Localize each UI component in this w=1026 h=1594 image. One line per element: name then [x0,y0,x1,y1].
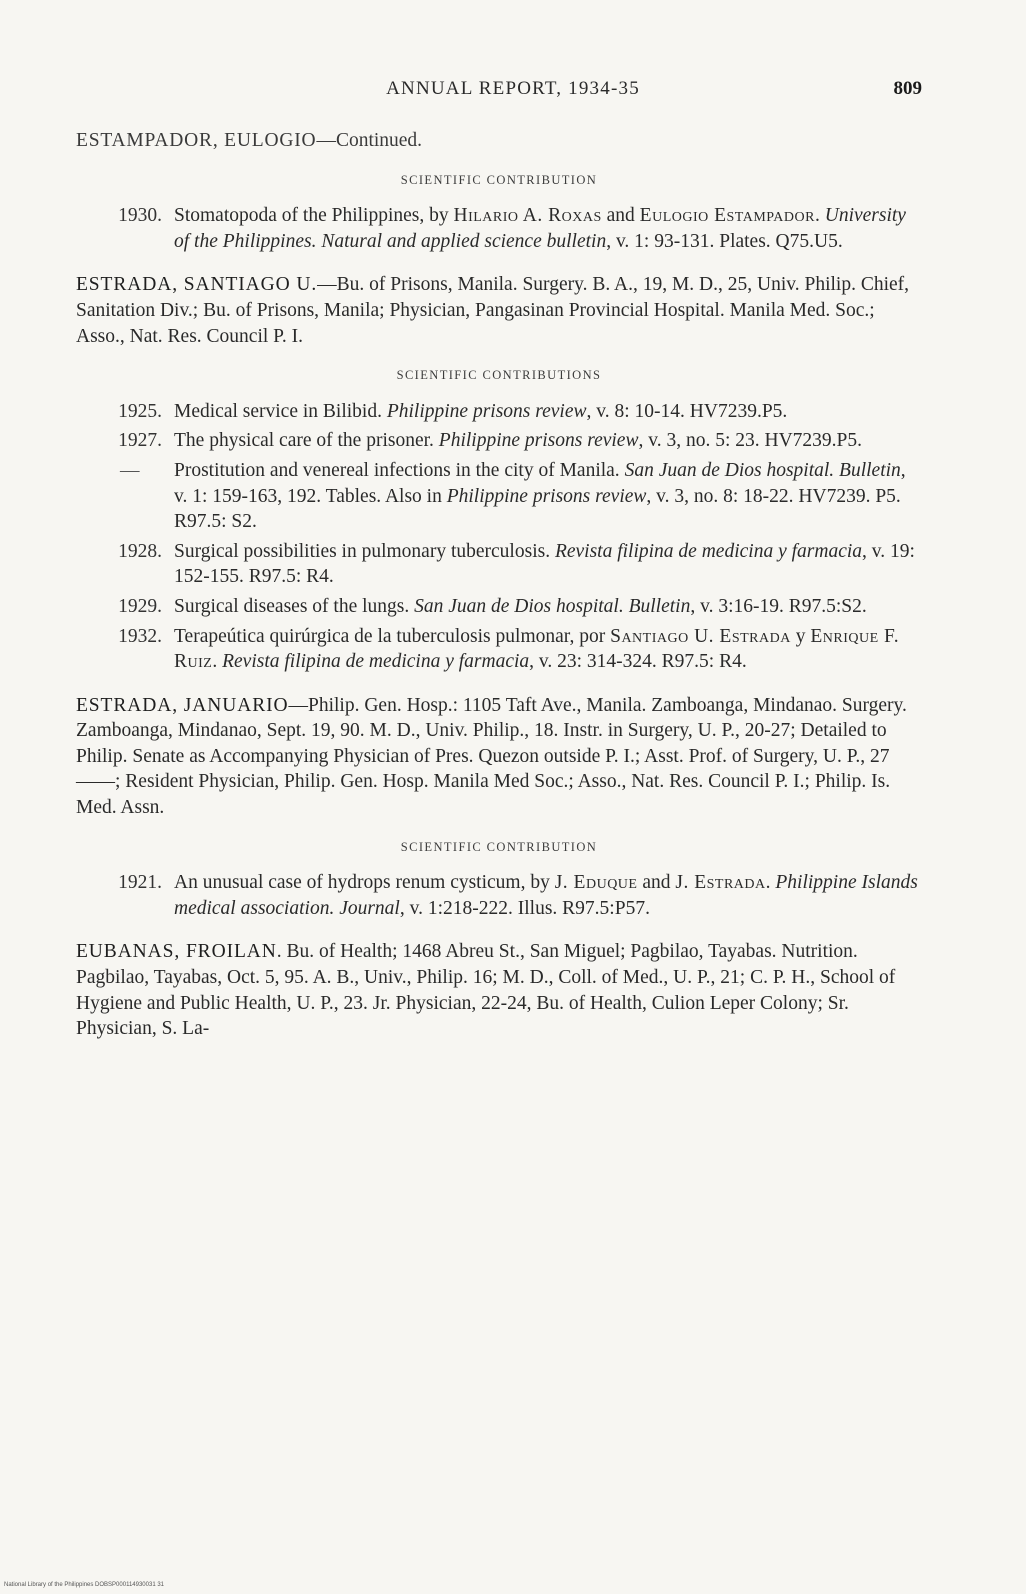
entry-name: EUBANAS, FROILAN [76,941,277,963]
author-name: J. Eduque [554,872,638,894]
contribution-year: 1925. [118,400,162,422]
entry-estampador [76,128,922,154]
ditto-dash: — [120,459,140,481]
contribution-year: 1932. [118,625,162,647]
section-heading: SCIENTIFIC CONTRIBUTION [400,839,598,854]
contribution-item: 1925. Medical service in Bilibid. Philippine prisons review, v. 8: 10-14. HV7239.P5. [76,399,922,425]
contribution-item: 1932. Terapeútica quirúrgica de la tuberculosis pulmonar, por Santiago U. Estrada y Enrique F. Ruiz. Revista filipina de medicina y farmacia, v. 23: 314-324. R97.5: R4. [76,624,922,675]
contribution-year: 1930. [118,205,162,227]
entry-bio: —Philip. Gen. Hosp.: 1105 Taft Ave., Manila. Zamboanga, Mindanao. Surgery. Zamboanga, Mindanao, Sept. 19, 90. M. D., Univ. Philip., 18. Instr. in Surgery, U. P., 20-27; Detailed to Philip. Senate as Accompanying Physician of Pres. Quezon outside P. I.; Asst. Prof. of Surgery, U. P., 27 ——; Resident Physician, Philip. Gen. Hosp. Manila Med Soc.; Asso., Nat. Res. Council P. I.; Philip. Is. Med. Assn. [76,694,907,819]
entry-name: ESTRADA, JANUARIO [76,694,289,716]
journal-title: Philippine prisons review [446,485,647,507]
page-body [76,128,922,1042]
journal-title: University of the Philippines. Natural and applied science bulletin [174,205,906,252]
journal-title: Revista filipina de medicina y farmacia [222,651,530,673]
page-title: ANNUAL REPORT, 1934-35 [386,78,640,99]
running-head [0,78,1026,108]
journal-title: Philippine prisons review [438,430,639,452]
author-name: Hilario A. Roxas [453,205,602,227]
author-name: Eulogio Estampador [639,205,815,227]
author-name: Enrique F. Ruiz [174,625,900,673]
contribution-item: 1930. Stomatopoda of the Philippines, by Hilario A. Roxas and Eulogio Estampador. University of the Philippines. Natural and applied science bulletin, v. 1: 93-131. Plates. Q75.U5. [76,203,922,254]
entry-bio: —Bu. of Prisons, Manila. Surgery. B. A., 19, M. D., 25, Univ. Philip. Chief, Sanitation Div.; Bu. of Prisons, Manila; Physician, Pangasinan Provincial Hospital. Manila Med. Soc.; Asso., Nat. Res. Council P. I. [76,274,910,347]
author-name: J. Estrada [675,872,766,894]
contribution-item: 1921. An unusual case of hydrops renum cysticum, by J. Eduque and J. Estrada. Philippine Islands medical association. Journal, v. 1:218-222. Illus. R97.5:P57. [76,870,922,921]
continued-label: —Continued. [316,130,423,151]
contribution-year: 1928. [118,540,162,562]
journal-title: Philippine prisons review [386,400,587,422]
scan-footer: National Library of the Philippines DOBSP000114930031 31 [4,1582,164,1588]
journal-title: San Juan de Dios hospital. Bulletin [624,459,901,481]
author-name: Santiago U. Estrada [610,625,791,647]
entry-bio: . Bu. of Health; 1468 Abreu St., San Miguel; Pagbilao, Tayabas. Nutrition. Pagbilao, Tayabas, Oct. 5, 95. A. B., Univ., Philip. 16; M. D., Coll. of Med., U. P., 21; C. P. H., School of Hygiene and Public Health, U. P., 23. Jr. Physician, 22-24, Bu. of Health, Culion Leper Colony; Sr. Physician, S. La- [76,941,896,1040]
contribution-year: 1927. [118,430,162,452]
journal-title: San Juan de Dios hospital. Bulletin [414,595,691,617]
contribution-year: 1921. [118,872,162,894]
journal-title: Revista filipina de medicina y farmacia [554,540,863,562]
section-heading: SCIENTIFIC CONTRIBUTIONS [396,368,602,383]
section-heading: SCIENTIFIC CONTRIBUTION [400,172,598,187]
entry-estrada-januario [76,693,922,821]
contribution-item: 1929. Surgical diseases of the lungs. San Juan de Dios hospital. Bulletin, v. 3:16-19. R97.5:S2. [76,594,922,620]
entry-name: ESTAMPADOR, EULOGIO [76,130,317,151]
page-number: 809 [893,78,922,99]
entry-name: ESTRADA, SANTIAGO U. [76,274,318,296]
entry-eubanas-froilan [76,939,922,1041]
contribution-item: 1928. Surgical possibilities in pulmonary tuberculosis. Revista filipina de medicina y farmacia, v. 19: 152-155. R97.5: R4. [76,539,922,590]
journal-title: Philippine Islands medical association. Journal [174,872,918,919]
contribution-item: — Prostitution and venereal infections in the city of Manila. San Juan de Dios hospital. Bulletin, v. 1: 159-163, 192. Tables. Also in Philippine prisons review, v. 3, no. 8: 18-22. HV7239. P5. R97.5: S2. [120,459,906,533]
contribution-item: 1927. The physical care of the prisoner. Philippine prisons review, v. 3, no. 5: 23. HV7239.P5. [76,428,922,454]
contribution-year: 1929. [118,595,162,617]
entry-estrada-santiago [76,272,922,349]
